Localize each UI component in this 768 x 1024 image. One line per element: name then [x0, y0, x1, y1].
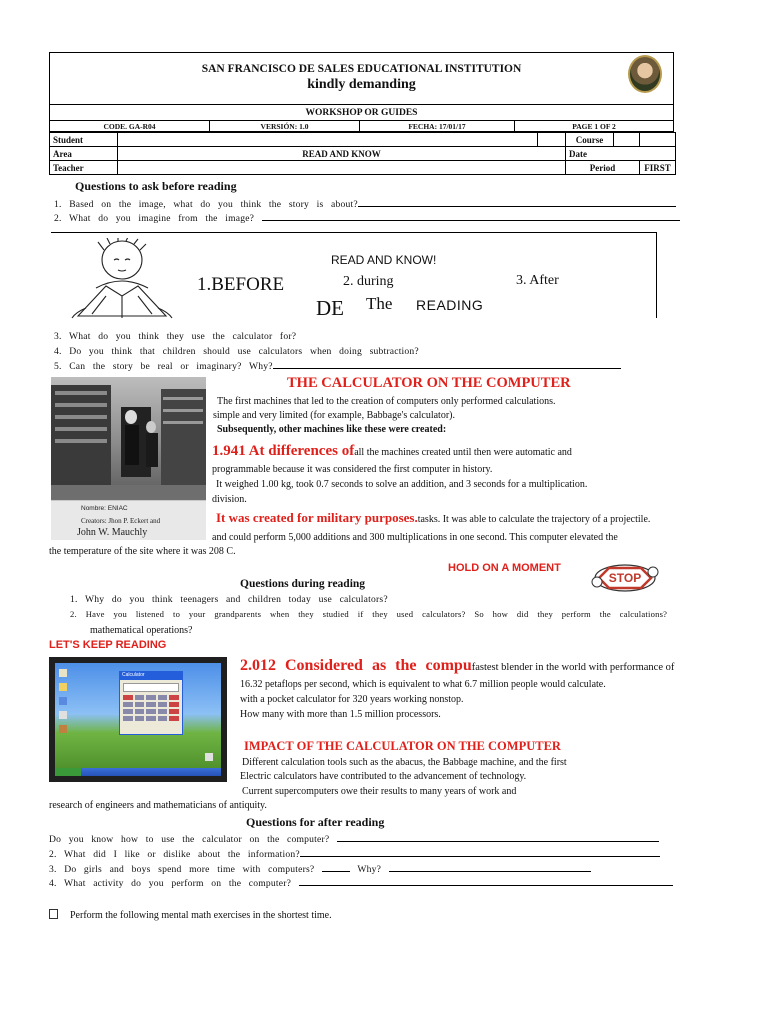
before-q4: 4. Do you think that children should use calculators when doing subtraction? [54, 346, 419, 357]
student-field[interactable] [118, 133, 538, 147]
section2-p3: with a pocket calculator for 320 years working nonstop. [240, 694, 464, 705]
bullet-box-icon [49, 909, 58, 919]
section1-title: THE CALCULATOR ON THE COMPUTER [287, 375, 571, 391]
section2-p2: 16.32 petaflops per second, which is equivalent to what 6.7 million people would calculate. [240, 679, 606, 690]
after-q4: 4. What activity do you perform on the computer? [49, 877, 673, 889]
course-label: Course [566, 133, 614, 147]
banner-reading: READING [416, 297, 484, 313]
section2-p8: research of engineers and mathematicians of antiquity. [49, 800, 267, 811]
answer-line-1[interactable] [358, 198, 676, 207]
header-grid [49, 104, 674, 132]
section2-p4: How many with more than 1.5 million processors. [240, 709, 441, 720]
banner-the: The [366, 294, 393, 313]
area-value: READ AND KNOW [118, 147, 566, 161]
section1-p7: division. [212, 494, 247, 505]
windows-screenshot [49, 657, 227, 782]
during-q2: 2. Have you listened to your grandparents when they studied if they used calculators? So how did they perform the calculations? [70, 609, 668, 619]
doc-code: CODE. GA-R04 [50, 121, 210, 132]
doc-page: PAGE 1 OF 2 [515, 121, 674, 132]
before-q1: 1. Based on the image, what do you think the story is about? [54, 198, 676, 210]
calculator-window-title: Calculator [120, 672, 182, 680]
teacher-field[interactable] [118, 161, 566, 175]
during-q2b: mathematical operations? [90, 625, 193, 636]
section2-year-line: 2.012 Considered as the compufastest blender in the world with performance of [240, 657, 675, 674]
answer-line-2[interactable] [262, 212, 680, 221]
banner-after: 3. After [516, 273, 559, 288]
answer-line-a1[interactable] [337, 833, 659, 842]
after-q2: 2. What did I like or dislike about the information? [49, 848, 660, 860]
photo-caption-2: Creators: Jhon P. Eckert and [81, 517, 161, 525]
year-1941-heading: 1.941 At differences of [212, 443, 355, 459]
student-grid [49, 132, 676, 175]
area-label: Area [50, 147, 118, 161]
answer-line-a4[interactable] [299, 877, 673, 886]
answer-line-a3why[interactable] [389, 863, 591, 872]
section1-p3: Subsequently, other machines like these were created: [217, 424, 447, 435]
photo-caption-3: John W. Mauchly [77, 527, 148, 538]
keep-reading: LET'S KEEP READING [49, 639, 167, 651]
section1-p5: programmable because it was considered the first computer in history. [212, 464, 493, 475]
doc-version: VERSIÓN: 1.0 [210, 121, 360, 132]
workshop-title: WORKSHOP OR GUIDES [50, 105, 674, 121]
banner-during: 2. during [343, 274, 394, 289]
photo-caption-1: Nombre: ENIAC [81, 505, 128, 512]
school-name: SAN FRANCISCO DE SALES EDUCATIONAL INSTITUTION [201, 63, 522, 75]
before-heading: Questions to ask before reading [75, 179, 237, 193]
banner-title: READ AND KNOW! [331, 253, 437, 267]
period-label: Period [566, 161, 640, 175]
after-q1: Do you know how to use the calculator on the computer? [49, 833, 659, 845]
section1-p2: simple and very limited (for example, Babbage's calculator). [213, 410, 455, 421]
exercise-line [49, 909, 332, 921]
section2-p6: Electric calculators have contributed to the advancement of technology. [240, 771, 527, 782]
before-q5: 5. Can the story be real or imaginary? Why? [54, 360, 621, 372]
section1-p9: and could perform 5,000 additions and 300 multiplications in one second. This computer elevated the [212, 532, 618, 543]
section1-p6: It weighed 1.00 kg, took 0.7 seconds to solve an addition, and 3 seconds for a multiplication. [216, 479, 588, 490]
section1-military-line: It was created for military purposes.tasks. It was able to calculate the trajectory of a projectile. [216, 510, 651, 525]
before-q3: 3. What do you think they use the calculator for? [54, 331, 297, 342]
doc-date: FECHA: 17/01/17 [360, 121, 515, 132]
during-q1: 1. Why do you think teenagers and children today use calculators? [70, 594, 388, 605]
student-label: Student [50, 133, 118, 147]
stop-label: STOP [608, 571, 642, 585]
during-heading: Questions during reading [240, 578, 366, 590]
answer-line-a2[interactable] [300, 848, 660, 857]
period-value: FIRST [640, 161, 676, 175]
section2-p7: Current supercomputers owe their results to many years of work and [242, 786, 517, 797]
military-heading: It was created for military purposes. [216, 510, 418, 525]
eniac-photo [51, 377, 206, 540]
exercise-text: Perform the following mental math exercises in the shortest time. [70, 910, 332, 921]
year-2012-heading: 2.012 Considered as the compu [240, 657, 472, 674]
after-heading: Questions for after reading [246, 815, 385, 829]
banner-before: 1.BEFORE [197, 274, 285, 295]
course-field-2[interactable] [640, 133, 676, 147]
teacher-label: Teacher [50, 161, 118, 175]
answer-line-a3[interactable] [322, 863, 350, 872]
section1-year-line: 1.941 At differences ofall the machines created until then were automatic and [212, 443, 572, 459]
banner-de: DE [316, 296, 344, 320]
answer-line-5[interactable] [273, 360, 621, 369]
school-motto: kindly demanding [307, 77, 416, 92]
impact-title: IMPACT OF THE CALCULATOR ON THE COMPUTER [244, 739, 561, 753]
before-q2: 2. What do you imagine from the image? [54, 212, 680, 224]
section1-p1: The first machines that led to the creation of computers only performed calculations. [217, 396, 556, 407]
child-reading-icon [56, 238, 188, 320]
section2-p5: Different calculation tools such as the abacus, the Babbage machine, and the first [242, 757, 567, 768]
section1-p10: the temperature of the site where it was 208 C. [49, 546, 236, 557]
school-logo-icon [628, 55, 662, 93]
calculator-window [119, 671, 183, 735]
header-box [49, 52, 674, 104]
date-label: Date [569, 148, 587, 159]
after-q3: 3. Do girls and boys spend more time with computers? Why? [49, 863, 591, 875]
course-field-1[interactable] [614, 133, 640, 147]
stop-sign-icon [585, 560, 663, 594]
hold-on-text: HOLD ON A MOMENT [448, 562, 561, 574]
